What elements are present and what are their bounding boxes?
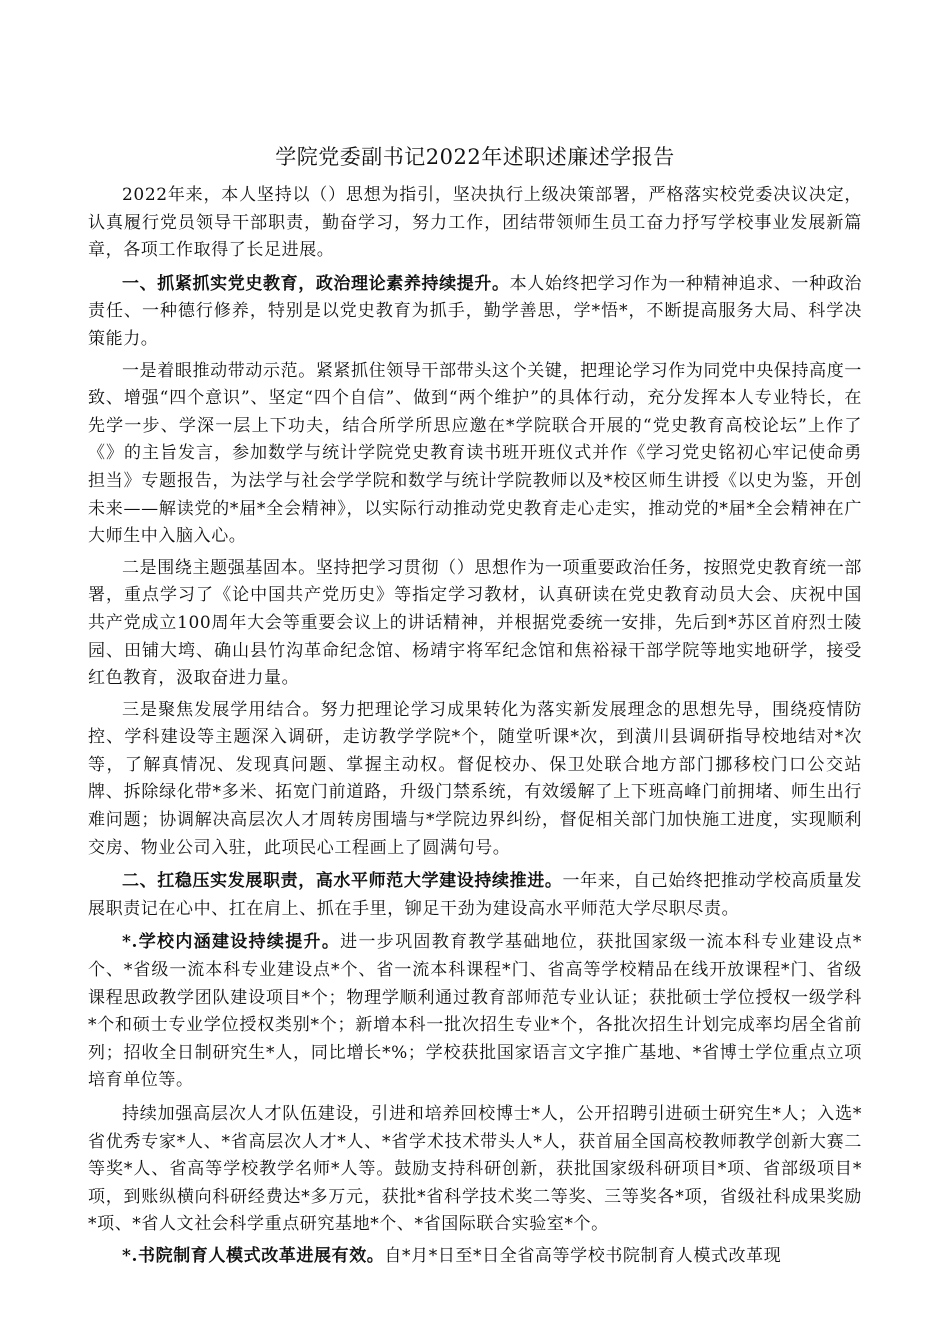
paragraph-subsection-academy xyxy=(88,1243,862,1271)
paragraph-text: 二是围绕主题强基固本。坚持把学习贯彻（）思想作为一项重要政治任务，按照党史教育统一部署，重点学习了《论中国共产党历史》等指定学习教材，认真研读在党史教育动员大会、庆祝中国共产党成立100周年大会等重要会议上的讲话精神，并根据党委统一安排，先后到*苏区首府烈士陵园、田铺大塆、确山县竹沟革命纪念馆、杨靖宇将军纪念馆和焦裕禄干部学院等地实地研学，接受红色教育，汲取奋进力量。 xyxy=(88,557,862,689)
paragraph-intro xyxy=(88,182,862,265)
document-body xyxy=(88,182,862,1275)
paragraph-text: 三是聚焦发展学用结合。努力把理论学习成果转化为落实新发展理念的思想先导，围绕疫情防控、学科建设等主题深入调研，走访教学学院*个，随堂听课*次，到潢川县调研指导校地结对*次等，了解真情况、发现真问题、掌握主动权。督促校办、保卫处联合地方部门挪移校门口公交站牌、拆除绿化带*多米、拓宽门前道路，升级门禁系统，有效缓解了上下班高峰门前拥堵、师生出行难问题；协调解决高层次人才周转房围墙与*学院边界纠纷，督促相关部门加快施工进度，实现顺利交房、物业公司入驻，此项民心工程画上了圆满句号。 xyxy=(88,699,862,858)
paragraph-text: 持续加强高层次人才队伍建设，引进和培养回校博士*人，公开招聘引进硕士研究生*人；入选*省优秀专家*人、*省高层次人才*人、*省学术技术带头人*人，获首届全国高校教师教学创新大赛二等奖*人、省高等学校教学名师*人等。鼓励支持科研创新，获批国家级科研项目*项、省部级项目*项，到账纵横向科研经费达*多万元，获批*省科学技术奖二等奖、三等奖各*项，省级社科成果奖励*项、*省人文社会科学重点研究基地*个、*省国际联合实验室*个。 xyxy=(88,1104,862,1235)
paragraph-point-two xyxy=(88,555,862,693)
subsection-heading: *.书院制育人模式改革进展有效。 xyxy=(122,1245,385,1266)
paragraph-point-three xyxy=(88,697,862,863)
paragraph-text: 一年来，自己始终把推动学校高质量发展职责记在心中、扛在肩上、抓在手里，铆足干劲为建设高水平师范大学尽职尽责。 xyxy=(88,871,862,919)
paragraph-text: 进一步巩固教育教学基础地位，获批国家级一流本科专业建设点*个、*省级一流本科专业建设点*个、省一流本科课程*门、省高等学校精品在线开放课程*门、省级课程思政教学团队建设项目*个；物理学顺利通过教育部师范专业认证；获批硕士学位授权一级学科*个和硕士专业学位授权类别*个；新增本科一批次招生专业*个，各批次招生计划完成率均居全省前列；招收全日制研究生*人，同比增长*%；学校获批国家语言文字推广基地、*省博士学位重点立项培育单位等。 xyxy=(88,932,862,1091)
section-heading: 二、扛稳压实发展职责，高水平师范大学建设持续推进。 xyxy=(122,871,563,892)
subsection-heading: *.学校内涵建设持续提升。 xyxy=(122,932,341,953)
paragraph-text: 一是着眼推动带动示范。紧紧抓住领导干部带头这个关键，把理论学习作为同党中央保持高度一致、增强“四个意识”、坚定“四个自信”、做到“两个维护”的具体行动，充分发挥本人专业特长，在先学一步、学深一层上下功夫，结合所学所思应邀在*学院联合开展的“党史教育高校论坛”上作了《》的主旨发言，参加数学与统计学院党史教育读书班开班仪式并作《学习党史铭初心牢记使命勇担当》专题报告，为法学与社会学学院和数学与统计学院教师以及*校区师生讲授《以史为鉴，开创未来——解读党的*届*全会精神》，以实际行动推动党史教育走心走实，推动党的*届*全会精神在广大师生中入脑入心。 xyxy=(88,360,862,547)
paragraph-subsection-connotation xyxy=(88,929,862,1095)
paragraph-section-one xyxy=(88,271,862,354)
paragraph-talent xyxy=(88,1101,862,1239)
paragraph-text: 2022年来，本人坚持以（）思想为指引，坚决执行上级决策部署，严格落实校党委决议决定，认真履行党员领导干部职责，勤奋学习，努力工作，团结带领师生员工奋力抒写学校事业发展新篇章，各项工作取得了长足进展。 xyxy=(88,185,862,261)
document-title: 学院党委副书记2022年述职述廉述学报告 xyxy=(275,145,675,169)
paragraph-section-two xyxy=(88,868,862,923)
paragraph-point-one xyxy=(88,358,862,551)
section-heading: 一、抓紧抓实党史教育，政治理论素养持续提升。 xyxy=(122,273,510,294)
paragraph-text: 自*月*日至*日全省高等学校书院制育人模式改革现 xyxy=(384,1245,782,1266)
paragraph-text: 本人始终把学习作为一种精神追求、一种政治责任、一种德行修养，特别是以党史教育为抓手，勤学善思，学*悟*，不断提高服务大局、科学决策能力。 xyxy=(88,273,863,349)
